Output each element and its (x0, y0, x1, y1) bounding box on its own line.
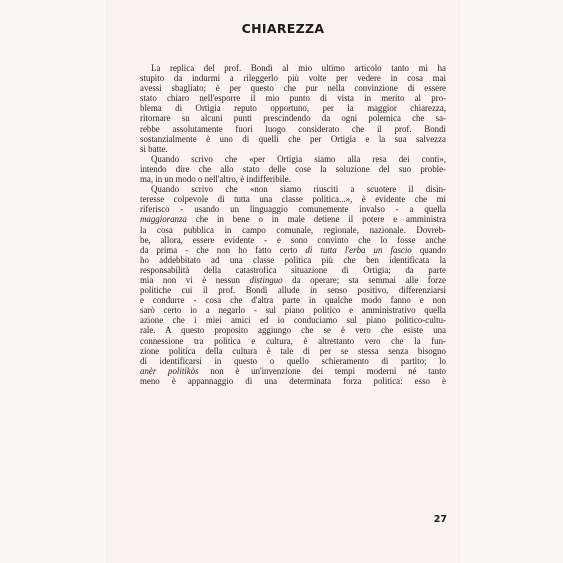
text-line: la cosa pubblica in campo comunale, regionale, nazionale. Dovreb- (140, 224, 446, 235)
text-line: e condurre - cosa che d'altra parte in qualche modo fanno e non (140, 295, 446, 306)
text-line: politiche cui il prof. Bondì allude in senso positivo, differenziarsi (140, 285, 446, 296)
text-line: be, allora, essere evidente - e sono convinto che lo fosse anche (140, 234, 446, 245)
text-line: zione politica della cultura è tale di per se stessa senza bisogno (140, 345, 446, 356)
body-text (140, 63, 446, 386)
text-line: stato chiaro nell'esporre il mio punto di vista in merito al pro- (140, 93, 446, 104)
text-line: responsabilità della catastrofica situazione di Ortigia; da parte (140, 264, 446, 275)
book-page (107, 0, 459, 563)
text-line: stupito da indurmi a rileggerlo più volte per vedere in cosa mai (140, 73, 446, 84)
text-line: anèr politikòs non è un'invenzione dei tempi moderni né tanto (140, 365, 446, 376)
page-title: CHIAREZZA (241, 21, 325, 36)
text-line: avessi sbagliato; è per questo che pur nella convinzione di essere (140, 83, 446, 94)
text-line: sostanzialmente è uno di quelli che per Ortigia e la sua salvezza (140, 133, 446, 144)
text-line: azione che i miei amici ed io conduciamo sul piano politico-cultu- (140, 315, 446, 326)
text-line: blema di Ortigia reputo opportuno, per la maggior chiarezza, (140, 103, 446, 114)
text-line: La replica del prof. Bondì al mio ultimo articolo tanto mi ha (151, 63, 446, 73)
text-line: ma, in un modo o nell'altro, è indifferibile. (140, 174, 291, 185)
text-line: riferisco - usando un linguaggio comunemente invalso - a quella (140, 204, 446, 215)
text-line: ho addebbitato ad una classe politica più che ben identificata la (140, 254, 446, 265)
text-line: Quando scrivo che «non siamo riusciti a scuotere il disin- (151, 184, 446, 195)
text-line: sarò certo io a negarlo - sul piano politico e amministrativo quella (140, 305, 446, 316)
text-line: rale. A questo proposito aggiungo che se è vero che esiste una (140, 325, 446, 336)
text-line: Quando scrivo che «per Ortigia siamo alla resa dei conti», (151, 153, 446, 164)
text-line: mia non vi è nessun distinguo da operare; sta semmai alle forze (140, 274, 447, 285)
text-line: connessione tra politica e cultura, è altrettanto vero che la fun- (140, 335, 446, 346)
text-line: teresse colpevole di tutta una classe politica...», è evidente che mi (140, 194, 446, 205)
text-line: meno è appannaggio di una determinata forza politica: esso è (140, 375, 446, 386)
text-line: rebbe assolutamente fuori luogo considerato che il prof. Bondì (140, 123, 446, 134)
text-line: da prima - che non ho fatto certo di tutta l'erba un fascio quando (140, 244, 446, 255)
text-line: intendo dire che allo stato delle cose la soluzione del suo proble- (140, 163, 446, 174)
text-line: di identificarsi in questo o quello schieramento di partito; lo (140, 355, 446, 366)
text-line: ritornare su alcuni punti prescindendo da ogni polemica che sa- (140, 113, 446, 124)
text-line: si batte. (140, 143, 168, 154)
page-number: 27 (433, 514, 447, 525)
text-line: maggioranza che in bene o in male detiene il potere e amministra (140, 214, 446, 225)
